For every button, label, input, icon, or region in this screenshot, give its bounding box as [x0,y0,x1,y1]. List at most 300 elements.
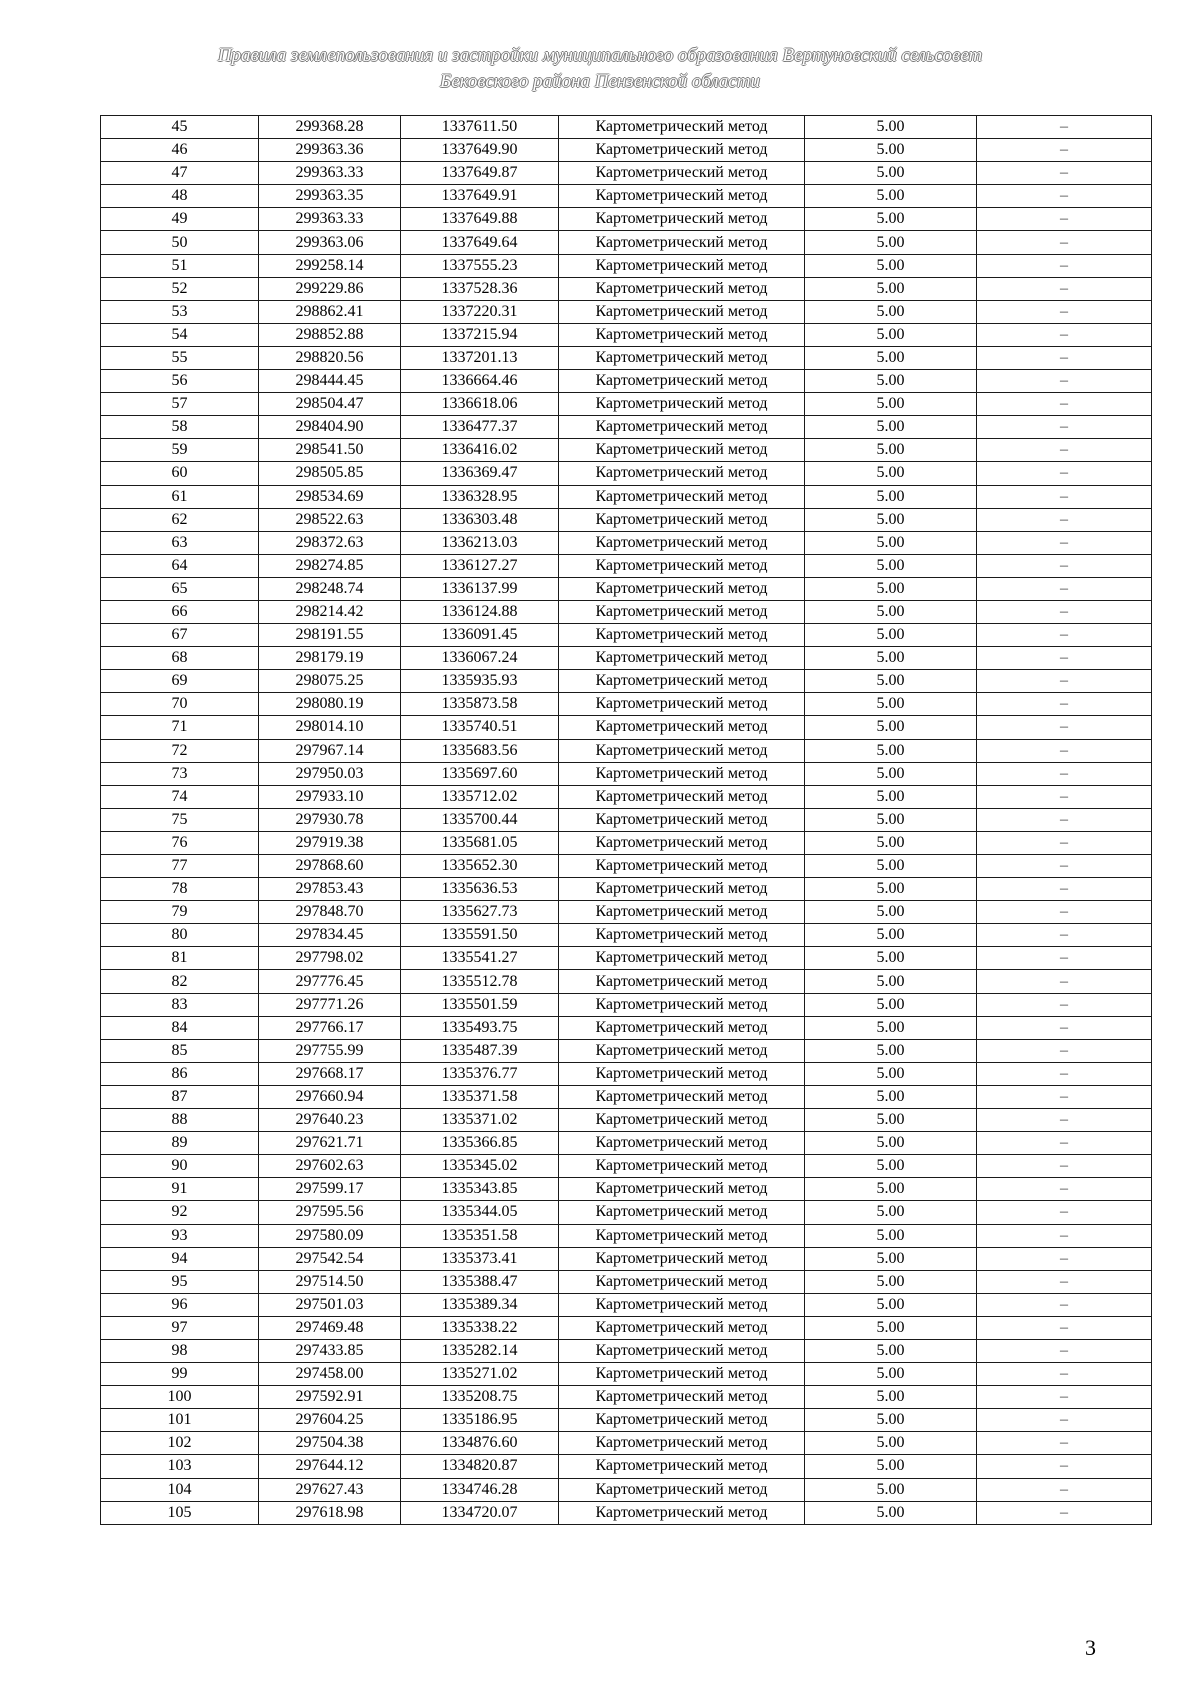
method-cell: Картометрический метод [559,231,805,254]
point-number-cell: 88 [101,1109,259,1132]
description-cell: – [977,1039,1152,1062]
accuracy-cell: 5.00 [805,647,977,670]
table-row [101,647,1152,670]
description-cell: – [977,1085,1152,1108]
method-cell: Картометрический метод [559,116,805,139]
x-coordinate-cell: 297834.45 [259,924,401,947]
accuracy-cell: 5.00 [805,323,977,346]
y-coordinate-cell: 1335366.85 [401,1132,559,1155]
accuracy-cell: 5.00 [805,716,977,739]
method-cell: Картометрический метод [559,277,805,300]
accuracy-cell: 5.00 [805,878,977,901]
y-coordinate-cell: 1335740.51 [401,716,559,739]
method-cell: Картометрический метод [559,185,805,208]
y-coordinate-cell: 1337649.91 [401,185,559,208]
x-coordinate-cell: 299363.06 [259,231,401,254]
method-cell: Картометрический метод [559,416,805,439]
x-coordinate-cell: 297950.03 [259,762,401,785]
method-cell: Картометрический метод [559,670,805,693]
x-coordinate-cell: 297504.38 [259,1432,401,1455]
table-row [101,393,1152,416]
x-coordinate-cell: 298248.74 [259,577,401,600]
accuracy-cell: 5.00 [805,901,977,924]
y-coordinate-cell: 1335873.58 [401,693,559,716]
method-cell: Картометрический метод [559,1293,805,1316]
method-cell: Картометрический метод [559,531,805,554]
y-coordinate-cell: 1336477.37 [401,416,559,439]
x-coordinate-cell: 297798.02 [259,947,401,970]
point-number-cell: 77 [101,855,259,878]
table-row [101,947,1152,970]
point-number-cell: 91 [101,1178,259,1201]
description-cell: – [977,1363,1152,1386]
table-row [101,1247,1152,1270]
description-cell: – [977,1478,1152,1501]
table-row [101,185,1152,208]
accuracy-cell: 5.00 [805,277,977,300]
accuracy-cell: 5.00 [805,947,977,970]
point-number-cell: 79 [101,901,259,924]
y-coordinate-cell: 1335697.60 [401,762,559,785]
x-coordinate-cell: 297599.17 [259,1178,401,1201]
point-number-cell: 56 [101,370,259,393]
table-row [101,139,1152,162]
description-cell: – [977,785,1152,808]
y-coordinate-cell: 1335700.44 [401,808,559,831]
y-coordinate-cell: 1336124.88 [401,600,559,623]
table-row [101,1432,1152,1455]
table-row [101,878,1152,901]
point-number-cell: 60 [101,462,259,485]
table-row [101,624,1152,647]
y-coordinate-cell: 1337649.64 [401,231,559,254]
accuracy-cell: 5.00 [805,785,977,808]
accuracy-cell: 5.00 [805,485,977,508]
method-cell: Картометрический метод [559,1109,805,1132]
point-number-cell: 62 [101,508,259,531]
method-cell: Картометрический метод [559,739,805,762]
x-coordinate-cell: 297602.63 [259,1155,401,1178]
point-number-cell: 75 [101,808,259,831]
table-row [101,277,1152,300]
description-cell: – [977,1178,1152,1201]
method-cell: Картометрический метод [559,323,805,346]
x-coordinate-cell: 297668.17 [259,1062,401,1085]
point-number-cell: 68 [101,647,259,670]
description-cell: – [977,1386,1152,1409]
accuracy-cell: 5.00 [805,1316,977,1339]
y-coordinate-cell: 1335652.30 [401,855,559,878]
point-number-cell: 85 [101,1039,259,1062]
table-row [101,1339,1152,1362]
method-cell: Картометрический метод [559,1016,805,1039]
x-coordinate-cell: 299363.35 [259,185,401,208]
y-coordinate-cell: 1337649.88 [401,208,559,231]
description-cell: – [977,439,1152,462]
y-coordinate-cell: 1334746.28 [401,1478,559,1501]
accuracy-cell: 5.00 [805,1270,977,1293]
point-number-cell: 100 [101,1386,259,1409]
description-cell: – [977,1016,1152,1039]
table-row [101,208,1152,231]
description-cell: – [977,577,1152,600]
x-coordinate-cell: 298852.88 [259,323,401,346]
point-number-cell: 99 [101,1363,259,1386]
accuracy-cell: 5.00 [805,508,977,531]
x-coordinate-cell: 297604.25 [259,1409,401,1432]
description-cell: – [977,139,1152,162]
accuracy-cell: 5.00 [805,300,977,323]
y-coordinate-cell: 1335208.75 [401,1386,559,1409]
y-coordinate-cell: 1335487.39 [401,1039,559,1062]
method-cell: Картометрический метод [559,254,805,277]
description-cell: – [977,855,1152,878]
x-coordinate-cell: 297933.10 [259,785,401,808]
method-cell: Картометрический метод [559,624,805,647]
table-row [101,577,1152,600]
y-coordinate-cell: 1337528.36 [401,277,559,300]
accuracy-cell: 5.00 [805,416,977,439]
description-cell: – [977,254,1152,277]
method-cell: Картометрический метод [559,1039,805,1062]
table-row [101,924,1152,947]
accuracy-cell: 5.00 [805,1409,977,1432]
table-row [101,1132,1152,1155]
point-number-cell: 93 [101,1224,259,1247]
description-cell: – [977,1201,1152,1224]
description-cell: – [977,1270,1152,1293]
method-cell: Картометрический метод [559,970,805,993]
point-number-cell: 59 [101,439,259,462]
x-coordinate-cell: 297930.78 [259,808,401,831]
method-cell: Картометрический метод [559,1224,805,1247]
description-cell: – [977,1109,1152,1132]
description-cell: – [977,393,1152,416]
x-coordinate-cell: 297627.43 [259,1478,401,1501]
point-number-cell: 78 [101,878,259,901]
point-number-cell: 45 [101,116,259,139]
description-cell: – [977,1339,1152,1362]
y-coordinate-cell: 1337555.23 [401,254,559,277]
y-coordinate-cell: 1336091.45 [401,624,559,647]
y-coordinate-cell: 1335338.22 [401,1316,559,1339]
accuracy-cell: 5.00 [805,531,977,554]
description-cell: – [977,716,1152,739]
description-cell: – [977,231,1152,254]
x-coordinate-cell: 297853.43 [259,878,401,901]
point-number-cell: 89 [101,1132,259,1155]
table-row [101,462,1152,485]
table-row [101,554,1152,577]
accuracy-cell: 5.00 [805,162,977,185]
table-row [101,1478,1152,1501]
table-row [101,762,1152,785]
point-number-cell: 67 [101,624,259,647]
y-coordinate-cell: 1336328.95 [401,485,559,508]
description-cell: – [977,624,1152,647]
description-cell: – [977,1316,1152,1339]
y-coordinate-cell: 1335501.59 [401,993,559,1016]
accuracy-cell: 5.00 [805,624,977,647]
point-number-cell: 51 [101,254,259,277]
accuracy-cell: 5.00 [805,208,977,231]
accuracy-cell: 5.00 [805,1339,977,1362]
y-coordinate-cell: 1336369.47 [401,462,559,485]
method-cell: Картометрический метод [559,1062,805,1085]
table-row [101,1016,1152,1039]
table-row [101,993,1152,1016]
method-cell: Картометрический метод [559,1455,805,1478]
accuracy-cell: 5.00 [805,993,977,1016]
y-coordinate-cell: 1336067.24 [401,647,559,670]
point-number-cell: 92 [101,1201,259,1224]
point-number-cell: 55 [101,346,259,369]
point-number-cell: 49 [101,208,259,231]
accuracy-cell: 5.00 [805,600,977,623]
x-coordinate-cell: 297458.00 [259,1363,401,1386]
method-cell: Картометрический метод [559,346,805,369]
accuracy-cell: 5.00 [805,1132,977,1155]
description-cell: – [977,878,1152,901]
y-coordinate-cell: 1335345.02 [401,1155,559,1178]
accuracy-cell: 5.00 [805,924,977,947]
method-cell: Картометрический метод [559,300,805,323]
x-coordinate-cell: 297501.03 [259,1293,401,1316]
point-number-cell: 96 [101,1293,259,1316]
method-cell: Картометрический метод [559,901,805,924]
table-row [101,901,1152,924]
coordinates-table [100,115,1152,1525]
y-coordinate-cell: 1335388.47 [401,1270,559,1293]
description-cell: – [977,1247,1152,1270]
x-coordinate-cell: 297967.14 [259,739,401,762]
method-cell: Картометрический метод [559,600,805,623]
point-number-cell: 72 [101,739,259,762]
table-row [101,1201,1152,1224]
description-cell: – [977,370,1152,393]
table-row [101,1501,1152,1524]
method-cell: Картометрический метод [559,947,805,970]
method-cell: Картометрический метод [559,924,805,947]
x-coordinate-cell: 297621.71 [259,1132,401,1155]
x-coordinate-cell: 298404.90 [259,416,401,439]
description-cell: – [977,947,1152,970]
accuracy-cell: 5.00 [805,1201,977,1224]
method-cell: Картометрический метод [559,162,805,185]
x-coordinate-cell: 298820.56 [259,346,401,369]
description-cell: – [977,993,1152,1016]
y-coordinate-cell: 1335271.02 [401,1363,559,1386]
accuracy-cell: 5.00 [805,116,977,139]
method-cell: Картометрический метод [559,878,805,901]
method-cell: Картометрический метод [559,485,805,508]
table-row [101,231,1152,254]
y-coordinate-cell: 1336416.02 [401,439,559,462]
table-row [101,254,1152,277]
x-coordinate-cell: 297919.38 [259,831,401,854]
table-row [101,808,1152,831]
table-row [101,600,1152,623]
table-row [101,739,1152,762]
accuracy-cell: 5.00 [805,1085,977,1108]
description-cell: – [977,531,1152,554]
point-number-cell: 103 [101,1455,259,1478]
description-cell: – [977,808,1152,831]
table-row [101,693,1152,716]
accuracy-cell: 5.00 [805,439,977,462]
y-coordinate-cell: 1334720.07 [401,1501,559,1524]
description-cell: – [977,693,1152,716]
table-row [101,1178,1152,1201]
method-cell: Картометрический метод [559,647,805,670]
table-row [101,1386,1152,1409]
accuracy-cell: 5.00 [805,1501,977,1524]
accuracy-cell: 5.00 [805,1478,977,1501]
point-number-cell: 80 [101,924,259,947]
point-number-cell: 64 [101,554,259,577]
point-number-cell: 70 [101,693,259,716]
x-coordinate-cell: 298505.85 [259,462,401,485]
description-cell: – [977,739,1152,762]
y-coordinate-cell: 1335681.05 [401,831,559,854]
point-number-cell: 86 [101,1062,259,1085]
accuracy-cell: 5.00 [805,1016,977,1039]
table-row [101,346,1152,369]
method-cell: Картометрический метод [559,1478,805,1501]
x-coordinate-cell: 297595.56 [259,1201,401,1224]
description-cell: – [977,901,1152,924]
x-coordinate-cell: 299363.33 [259,162,401,185]
description-cell: – [977,300,1152,323]
accuracy-cell: 5.00 [805,1062,977,1085]
description-cell: – [977,670,1152,693]
table-row [101,116,1152,139]
table-row [101,485,1152,508]
x-coordinate-cell: 297766.17 [259,1016,401,1039]
point-number-cell: 58 [101,416,259,439]
description-cell: – [977,1293,1152,1316]
x-coordinate-cell: 298075.25 [259,670,401,693]
y-coordinate-cell: 1335493.75 [401,1016,559,1039]
point-number-cell: 50 [101,231,259,254]
description-cell: – [977,647,1152,670]
x-coordinate-cell: 297868.60 [259,855,401,878]
y-coordinate-cell: 1336213.03 [401,531,559,554]
x-coordinate-cell: 297592.91 [259,1386,401,1409]
table-row [101,1085,1152,1108]
description-cell: – [977,762,1152,785]
x-coordinate-cell: 298274.85 [259,554,401,577]
method-cell: Картометрический метод [559,1432,805,1455]
point-number-cell: 46 [101,139,259,162]
x-coordinate-cell: 298541.50 [259,439,401,462]
table-row [101,1155,1152,1178]
y-coordinate-cell: 1336127.27 [401,554,559,577]
y-coordinate-cell: 1335591.50 [401,924,559,947]
point-number-cell: 94 [101,1247,259,1270]
x-coordinate-cell: 298372.63 [259,531,401,554]
x-coordinate-cell: 297469.48 [259,1316,401,1339]
coordinates-table-body [101,116,1152,1525]
table-row [101,670,1152,693]
accuracy-cell: 5.00 [805,1109,977,1132]
table-row [101,162,1152,185]
page-header [100,43,1100,95]
x-coordinate-cell: 298014.10 [259,716,401,739]
table-row [101,323,1152,346]
accuracy-cell: 5.00 [805,254,977,277]
point-number-cell: 66 [101,600,259,623]
accuracy-cell: 5.00 [805,462,977,485]
point-number-cell: 73 [101,762,259,785]
y-coordinate-cell: 1335627.73 [401,901,559,924]
x-coordinate-cell: 297776.45 [259,970,401,993]
table-row [101,300,1152,323]
x-coordinate-cell: 297542.54 [259,1247,401,1270]
method-cell: Картометрический метод [559,1155,805,1178]
x-coordinate-cell: 298534.69 [259,485,401,508]
method-cell: Картометрический метод [559,716,805,739]
accuracy-cell: 5.00 [805,1363,977,1386]
method-cell: Картометрический метод [559,577,805,600]
point-number-cell: 82 [101,970,259,993]
x-coordinate-cell: 297755.99 [259,1039,401,1062]
y-coordinate-cell: 1335389.34 [401,1293,559,1316]
point-number-cell: 97 [101,1316,259,1339]
method-cell: Картометрический метод [559,139,805,162]
x-coordinate-cell: 299229.86 [259,277,401,300]
method-cell: Картометрический метод [559,1339,805,1362]
method-cell: Картометрический метод [559,370,805,393]
point-number-cell: 47 [101,162,259,185]
table-row [101,855,1152,878]
y-coordinate-cell: 1335344.05 [401,1201,559,1224]
description-cell: – [977,924,1152,947]
method-cell: Картометрический метод [559,439,805,462]
y-coordinate-cell: 1335343.85 [401,1178,559,1201]
y-coordinate-cell: 1337201.13 [401,346,559,369]
description-cell: – [977,416,1152,439]
y-coordinate-cell: 1335373.41 [401,1247,559,1270]
method-cell: Картометрический метод [559,831,805,854]
accuracy-cell: 5.00 [805,370,977,393]
method-cell: Картометрический метод [559,508,805,531]
method-cell: Картометрический метод [559,554,805,577]
table-row [101,416,1152,439]
table-row [101,508,1152,531]
accuracy-cell: 5.00 [805,1224,977,1247]
point-number-cell: 48 [101,185,259,208]
x-coordinate-cell: 299368.28 [259,116,401,139]
accuracy-cell: 5.00 [805,1432,977,1455]
accuracy-cell: 5.00 [805,970,977,993]
x-coordinate-cell: 299363.36 [259,139,401,162]
x-coordinate-cell: 297433.85 [259,1339,401,1362]
description-cell: – [977,162,1152,185]
description-cell: – [977,1132,1152,1155]
description-cell: – [977,1409,1152,1432]
point-number-cell: 102 [101,1432,259,1455]
point-number-cell: 53 [101,300,259,323]
method-cell: Картометрический метод [559,1409,805,1432]
point-number-cell: 87 [101,1085,259,1108]
point-number-cell: 98 [101,1339,259,1362]
point-number-cell: 101 [101,1409,259,1432]
description-cell: – [977,346,1152,369]
x-coordinate-cell: 299363.33 [259,208,401,231]
table-row [101,1062,1152,1085]
y-coordinate-cell: 1337611.50 [401,116,559,139]
